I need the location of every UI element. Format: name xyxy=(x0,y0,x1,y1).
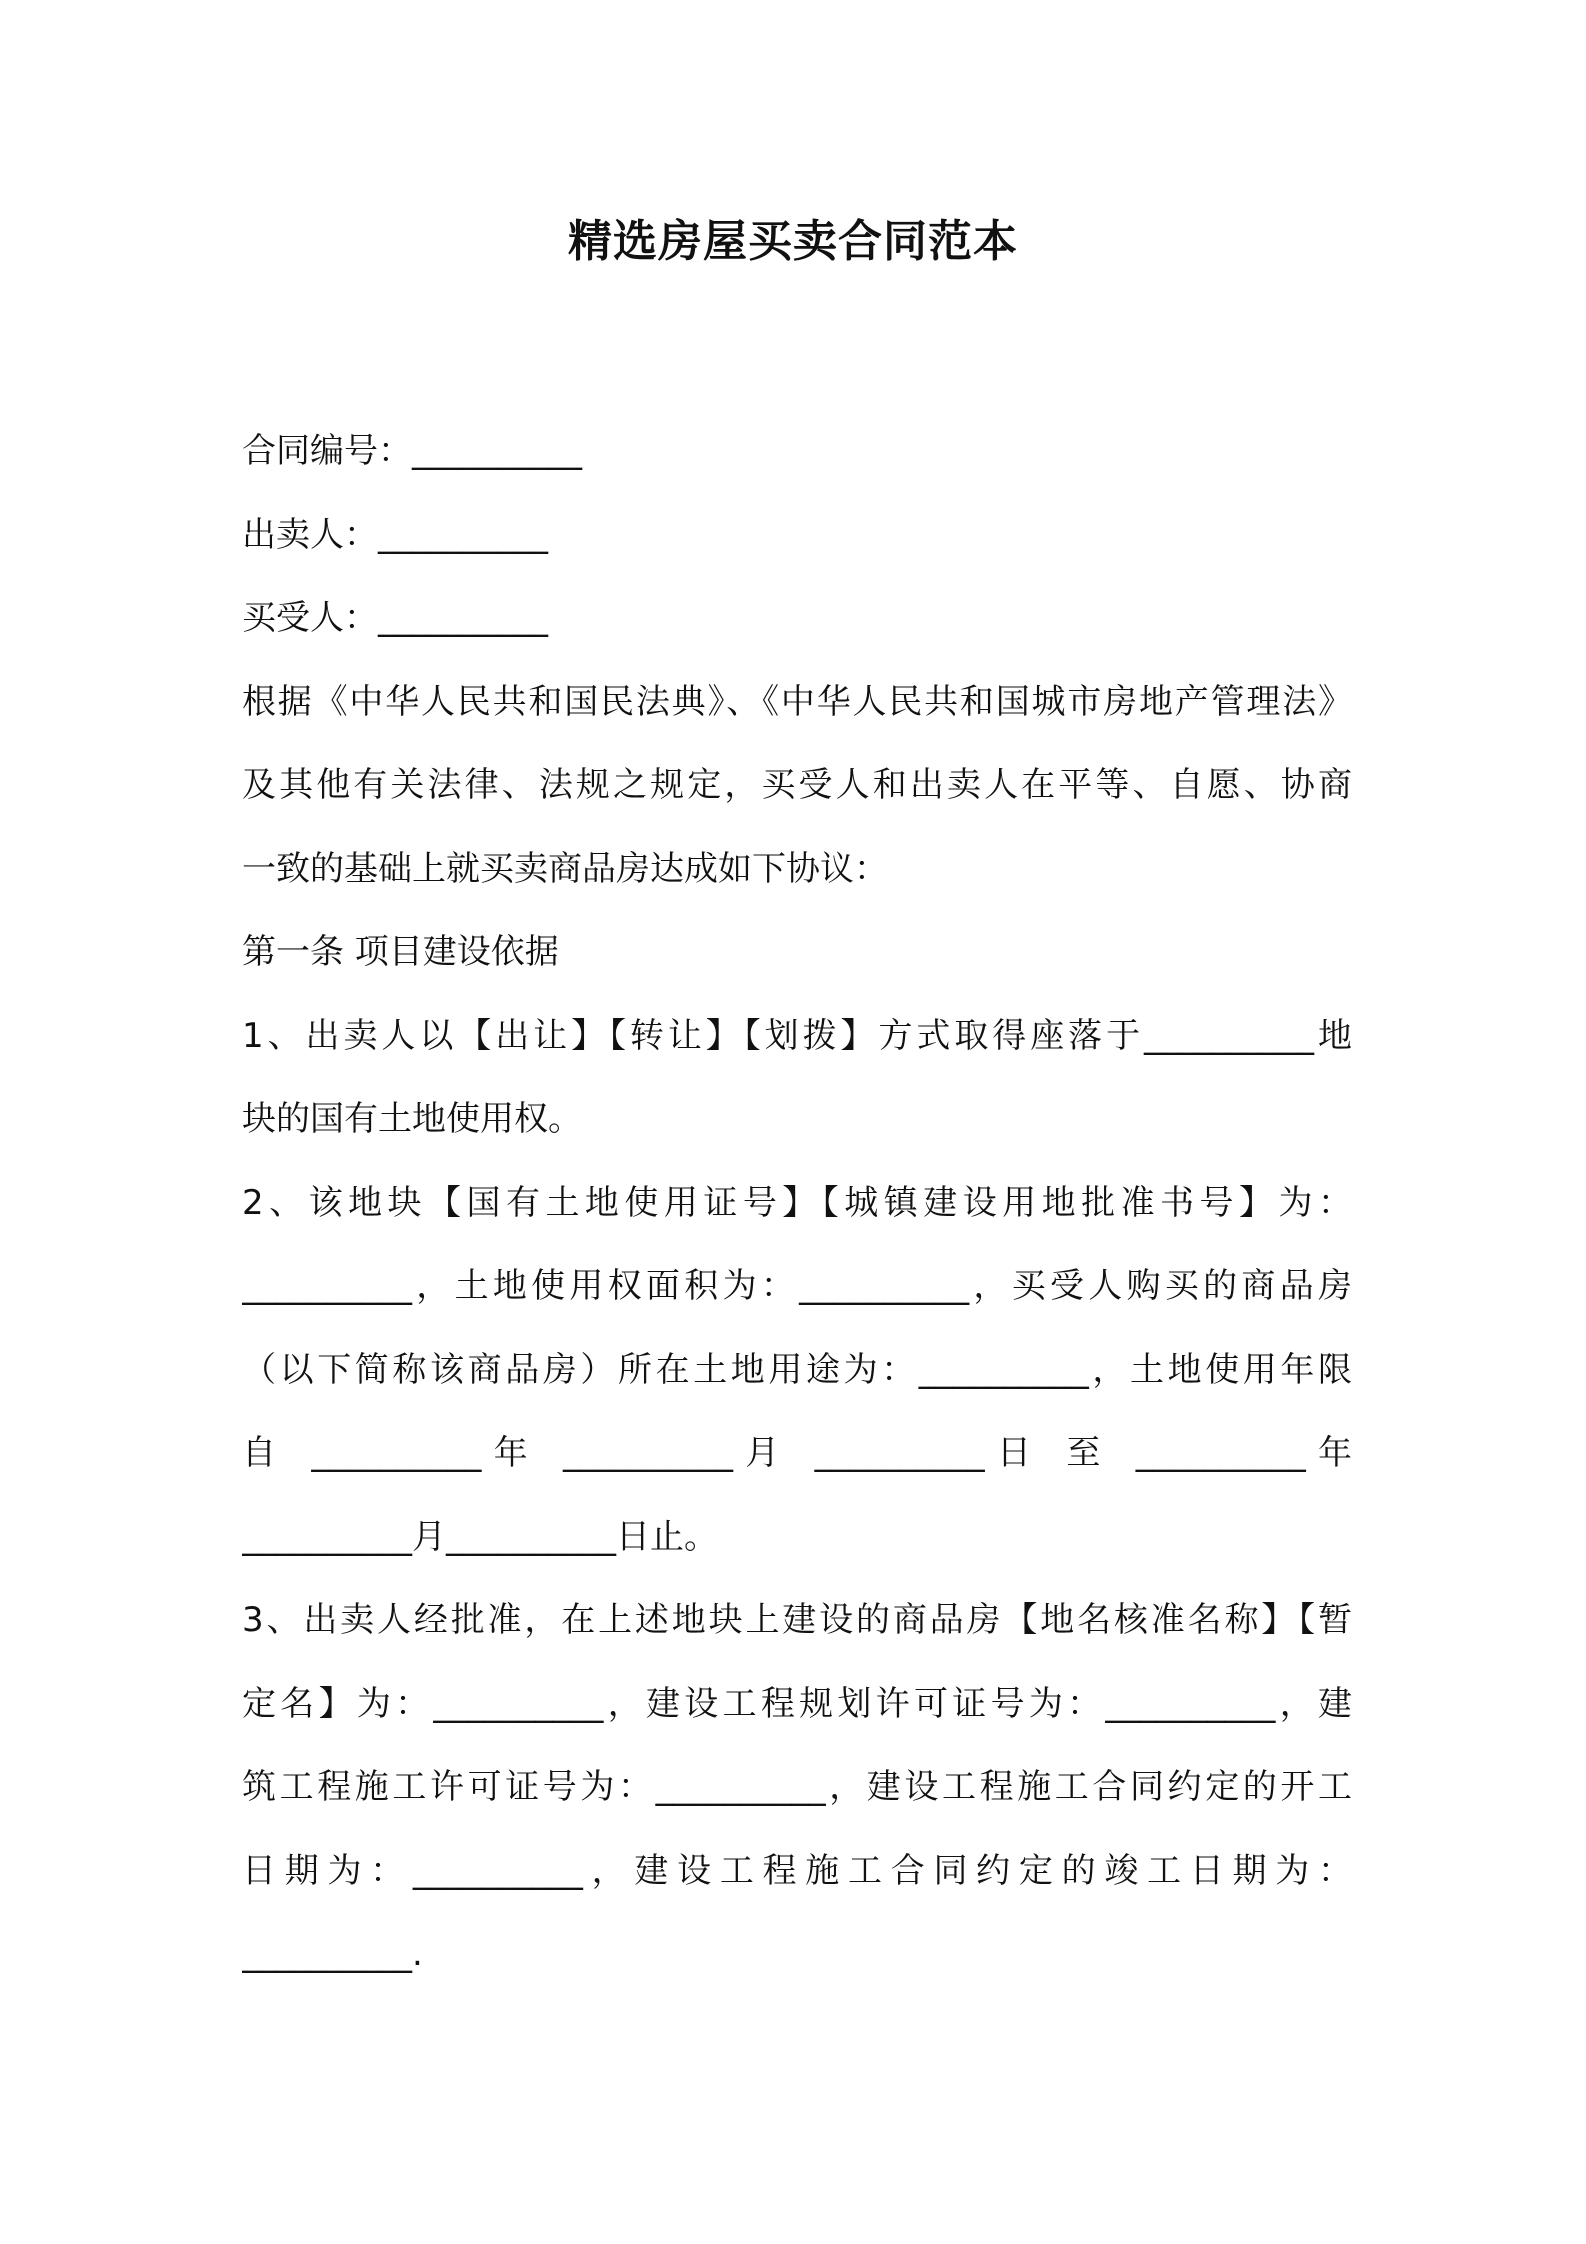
buyer-line: 买受人：__________ xyxy=(242,598,548,638)
clause-3-line-2: 定名】为：__________，建设工程规划许可证号为：__________，建 xyxy=(242,1683,1352,1724)
preamble-line-3: 一致的基础上就买卖商品房达成如下协议： xyxy=(242,848,888,889)
clause-3-line-1: 3、出卖人经批准，在上述地块上建设的商品房【地名核准名称】【暂 xyxy=(242,1600,1352,1640)
contract-number-line: 合同编号：__________ xyxy=(242,431,582,471)
clause-2-line-1: 2、该地块【国有土地使用证号】【城镇建设用地批准书号】为： xyxy=(242,1182,1352,1223)
clause-3-line-3: 筑工程施工许可证号为：__________，建设工程施工合同约定的开工 xyxy=(242,1767,1352,1807)
clause-2-line-5: __________月__________日止。 xyxy=(242,1516,718,1557)
clause-1-line-1: 1、出卖人以【出让】【转让】【划拨】方式取得座落于__________地 xyxy=(242,1015,1352,1056)
seller-line: 出卖人：__________ xyxy=(242,514,548,555)
clause-2-line-4: 自 __________年 __________月 __________日 至 __________年 xyxy=(242,1433,1352,1473)
clause-2-line-3: （以下简称该商品房）所在土地用途为：__________，土地使用年限 xyxy=(242,1349,1352,1390)
preamble-line-1: 根据《中华人民共和国民法典》、《中华人民共和国城市房地产管理法》 xyxy=(242,681,1352,722)
clause-2-line-2: __________，土地使用权面积为：__________，买受人购买的商品房 xyxy=(242,1266,1352,1306)
document-title: 精选房屋买卖合同范本 xyxy=(568,216,1018,267)
clause-3-line-5: __________. xyxy=(242,1934,423,1974)
clause-1-line-2: 块的国有土地使用权。 xyxy=(242,1099,582,1139)
article-one-heading: 第一条 项目建设依据 xyxy=(242,932,559,972)
clause-3-line-4: 日期为：__________，建设工程施工合同约定的竣工日期为： xyxy=(242,1850,1352,1891)
preamble-line-2: 及其他有关法律、法规之规定，买受人和出卖人在平等、自愿、协商 xyxy=(242,765,1352,805)
document-body xyxy=(242,410,1352,1997)
